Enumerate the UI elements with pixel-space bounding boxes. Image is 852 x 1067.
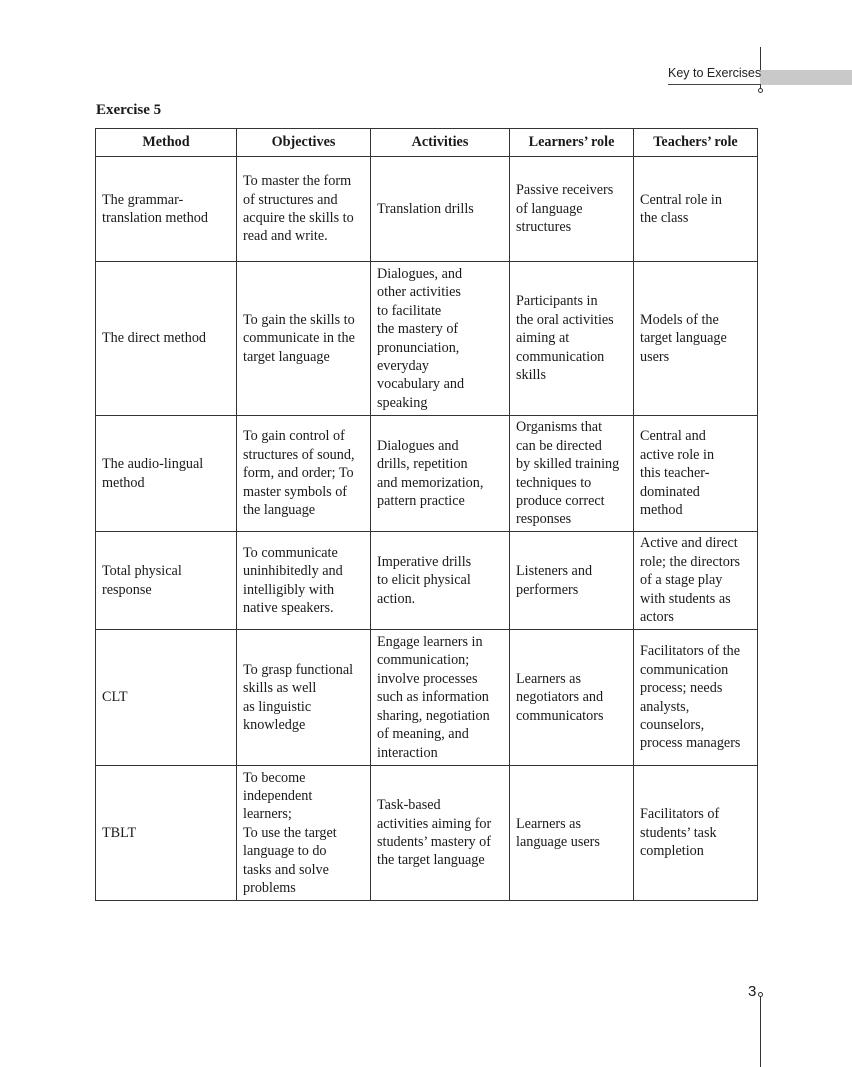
table-row: [96, 532, 758, 630]
learners-role-cell: Organisms that can be directed by skilled training techniques to produce correct responses: [510, 416, 634, 532]
teachers-role-cell: Models of the target language users: [634, 262, 758, 416]
teachers-role-cell: Facilitators of the communication process; needs analysts, counselors, process managers: [634, 630, 758, 766]
footer-rule-vertical: [760, 992, 761, 1067]
learners-role-cell: Learners as language users: [510, 766, 634, 901]
page-number: 3: [748, 983, 757, 1000]
exercise-title: Exercise 5: [96, 102, 162, 118]
objectives-cell: To grasp functional skills as well as linguistic knowledge: [237, 630, 371, 766]
column-header-learners-role: Learners’ role: [510, 129, 634, 157]
activities-cell: Imperative drills to elicit physical action.: [371, 532, 510, 630]
method-cell: CLT: [96, 630, 237, 766]
teachers-role-cell: Central and active role in this teacher- dominated method: [634, 416, 758, 532]
learners-role-cell: Listeners and performers: [510, 532, 634, 630]
objectives-cell: To become independent learners; To use the target language to do tasks and solve problems: [237, 766, 371, 901]
running-header: Key to Exercises: [668, 66, 762, 80]
activities-cell: Dialogues, and other activities to facilitate the mastery of pronunciation, everyday vocabulary and speaking: [371, 262, 510, 416]
header-underline: [668, 84, 761, 85]
column-header-activities: Activities: [371, 129, 510, 157]
learners-role-cell: Passive receivers of language structures: [510, 157, 634, 262]
table-row: [96, 630, 758, 766]
table-row: [96, 416, 758, 532]
teachers-role-cell: Active and direct role; the directors of a stage play with students as actors: [634, 532, 758, 630]
method-cell: The audio-lingual method: [96, 416, 237, 532]
learners-role-cell: Participants in the oral activities aiming at communication skills: [510, 262, 634, 416]
method-cell: Total physical response: [96, 532, 237, 630]
method-cell: TBLT: [96, 766, 237, 901]
learners-role-cell: Learners as negotiators and communicators: [510, 630, 634, 766]
column-header-objectives: Objectives: [237, 129, 371, 157]
method-cell: The direct method: [96, 262, 237, 416]
table-row: [96, 766, 758, 901]
footer-dot: [758, 992, 763, 997]
table-header-row: [96, 129, 758, 157]
column-header-method: Method: [96, 129, 237, 157]
objectives-cell: To master the form of structures and acquire the skills to read and write.: [237, 157, 371, 262]
teachers-role-cell: Central role in the class: [634, 157, 758, 262]
column-header-teachers-role: Teachers’ role: [634, 129, 758, 157]
table-row: [96, 157, 758, 262]
objectives-cell: To gain the skills to communicate in the target language: [237, 262, 371, 416]
activities-cell: Task-based activities aiming for students’ mastery of the target language: [371, 766, 510, 901]
teachers-role-cell: Facilitators of students’ task completion: [634, 766, 758, 901]
header-gray-bar: [760, 70, 852, 85]
objectives-cell: To communicate uninhibitedly and intelligibly with native speakers.: [237, 532, 371, 630]
objectives-cell: To gain control of structures of sound, form, and order; To master symbols of the language: [237, 416, 371, 532]
table-row: [96, 262, 758, 416]
activities-cell: Dialogues and drills, repetition and memorization, pattern practice: [371, 416, 510, 532]
header-dot: [758, 88, 763, 93]
activities-cell: Engage learners in communication; involve processes such as information sharing, negotiation of meaning, and interaction: [371, 630, 510, 766]
methods-table: [95, 128, 758, 901]
method-cell: The grammar- translation method: [96, 157, 237, 262]
activities-cell: Translation drills: [371, 157, 510, 262]
